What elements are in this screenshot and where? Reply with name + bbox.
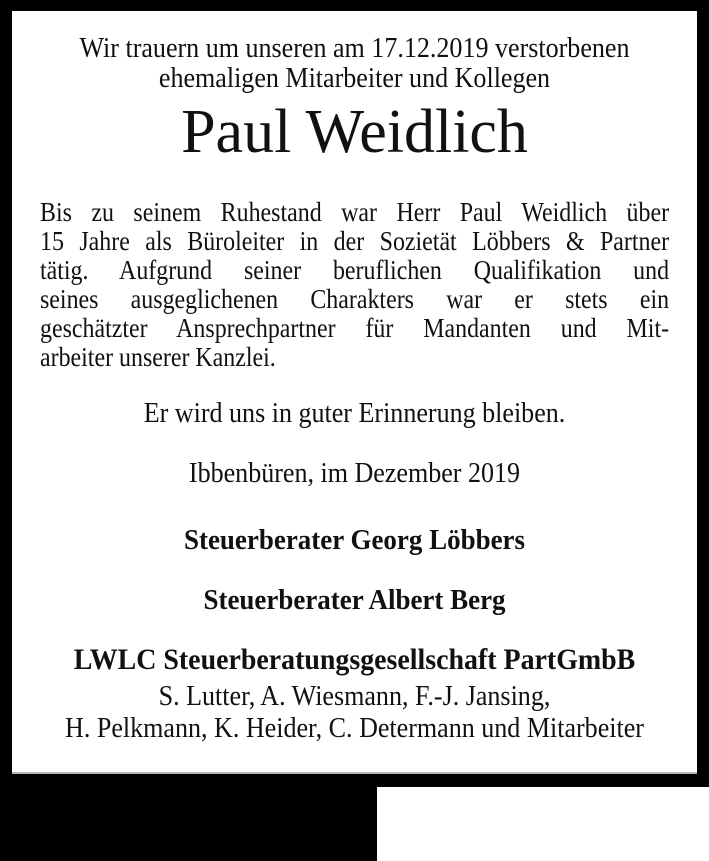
staff-names-line-2: H. Pelkmann, K. Heider, C. Determann und Mitarbeiter xyxy=(65,713,644,744)
signatory-albert-berg: Steuerberater Albert Berg xyxy=(203,584,506,616)
obituary-paragraph-line: Bis zu seinem Ruhestand war Herr Paul Weidlich über xyxy=(40,197,670,227)
place-date-line: Ibbenbüren, im Dezember 2019 xyxy=(188,458,521,489)
remembrance-line: Er wird uns in guter Erinnerung bleiben. xyxy=(143,398,566,429)
obituary-paragraph-line: arbeiter unserer Kanzlei. xyxy=(40,342,276,372)
obituary-paragraph-line: seines ausgeglichenen Charakters war er stets ein xyxy=(40,284,670,314)
obituary-paragraph xyxy=(40,198,669,372)
obituary-card xyxy=(12,11,697,774)
signatory-georg-loebbers: Steuerberater Georg Löbbers xyxy=(183,524,526,556)
company-name: LWLC Steuerberatungsgesellschaft PartGmbB xyxy=(73,643,636,676)
intro-line-1: Wir trauern um unseren am 17.12.2019 verstorbenen xyxy=(79,33,630,64)
obituary-paragraph-line: geschätzter Ansprechpartner für Mandanten und Mit- xyxy=(40,313,670,343)
deceased-name: Paul Weidlich xyxy=(181,98,528,166)
staff-names-line-1: S. Lutter, A. Wiesmann, F.-J. Jansing, xyxy=(158,681,551,712)
intro-text xyxy=(36,34,673,94)
bottom-right-spacer xyxy=(377,787,709,861)
obituary-paragraph-line: tätig. Aufgrund seiner beruflichen Qualifikation und xyxy=(40,255,670,285)
intro-line-2: ehemaligen Mitarbeiter und Kollegen xyxy=(158,63,551,94)
staff-names xyxy=(36,681,673,745)
obituary-paragraph-line: 15 Jahre als Büroleiter in der Sozietät Löbbers & Partner xyxy=(40,226,670,256)
